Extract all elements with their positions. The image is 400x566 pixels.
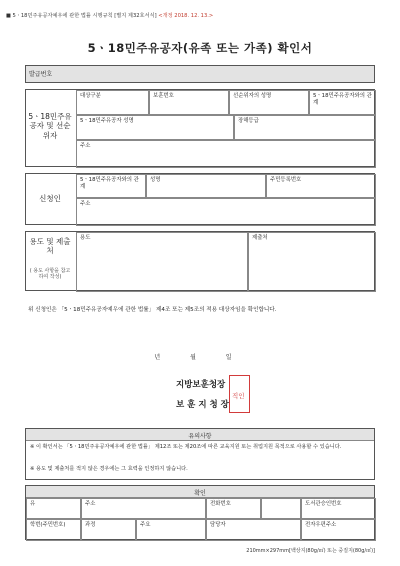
confirm-cell-r1c4[interactable] (261, 498, 301, 519)
purpose-section-label: 용도 및 제출처 (29, 237, 71, 256)
confirm-label: 전화번호 (210, 501, 231, 507)
notes-header: 유의사항 (188, 433, 212, 440)
confirm-cell-r1c3[interactable] (206, 498, 261, 519)
confirm-cell-r2c2[interactable] (81, 519, 136, 541)
issue-date-line: 년 월 일 (154, 354, 246, 361)
merit-name-field[interactable] (76, 115, 234, 140)
merit-name-label: 5ㆍ18민주유공자 성명 (80, 118, 134, 124)
note-item-2: ※ 용도 및 제출처를 적지 않은 경우에는 그 효력을 인정하지 않습니다. (30, 466, 188, 472)
confirm-label: 담당자 (210, 522, 226, 528)
disability-grade-label: 장해등급 (238, 118, 259, 124)
note-item-1: ※ 이 확인서는 「5ㆍ18민주유공자예우에 관한 법률」 제12조 또는 제20조에 따른 교육지원 또는 취업지원 목적으로 사용할 수 있습니다. (30, 444, 342, 450)
relation-field[interactable] (309, 90, 376, 115)
confirm-label: 학번(주민번호) (30, 522, 66, 528)
applicant-id-field[interactable] (266, 174, 376, 198)
merit-address-field[interactable] (76, 140, 376, 168)
issuer-regional-office: 지방보훈청장 (176, 380, 226, 390)
disability-grade-field[interactable] (234, 115, 376, 140)
confirm-cell-r1c1[interactable] (26, 498, 81, 519)
issue-number-row (25, 65, 375, 83)
seal-label: 직인 (232, 392, 245, 400)
purpose-field[interactable] (76, 232, 248, 292)
merit-section-label: 5ㆍ18민주유공자 및 선순위자 (28, 112, 72, 140)
confirm-label: 도서관승인번호 (305, 501, 342, 507)
purpose-section (25, 231, 375, 291)
merit-address-label: 주소 (80, 143, 91, 149)
confirm-cell-r1c5[interactable] (301, 498, 376, 519)
destination-field[interactable] (248, 232, 376, 292)
applicant-relation-label: 5ㆍ18민주유공자와의 관계 (80, 177, 139, 190)
revision-date: <개정 2018. 12. 13.> (158, 13, 214, 19)
applicant-name-field[interactable] (146, 174, 266, 198)
issue-number-label: 발급번호 (29, 71, 53, 78)
confirm-cell-r2c4[interactable] (206, 519, 301, 541)
notes-section (25, 428, 375, 480)
target-type-field[interactable] (76, 90, 149, 115)
confirm-label: 전자우편주소 (305, 522, 337, 528)
issuer-branch-office: 보 훈 지 청 장 (176, 400, 229, 410)
relation-label: 5ㆍ18민주유공자와의 관계 (313, 93, 372, 106)
confirm-label: 주요 (140, 522, 151, 528)
applicant-address-field[interactable] (76, 198, 376, 226)
confirm-cell-r1c2[interactable] (81, 498, 206, 519)
notes-header-bar (26, 429, 374, 441)
confirm-cell-r2c3[interactable] (136, 519, 206, 541)
confirmation-section (25, 485, 375, 540)
confirmation-statement: 위 신청인은 「5ㆍ18민주유공자예우에 관한 법률」 제4조 또는 제5조의 적용 대상자임을 확인합니다. (28, 307, 277, 313)
confirmation-header: 확인 (194, 490, 206, 497)
applicant-section (25, 173, 375, 225)
applicant-name-label: 성명 (150, 177, 161, 183)
confirmation-header-bar (26, 486, 374, 498)
veteran-number-label: 보훈번호 (153, 93, 174, 99)
paper-spec-footer: 210mm×297mm[백상지(80g/㎡) 또는 중질지(80g/㎡)] (246, 548, 375, 554)
target-type-label: 대상구분 (80, 93, 101, 99)
confirm-label: 과정 (85, 522, 96, 528)
official-seal-box (229, 375, 250, 413)
form-reference: ■ 5ㆍ18민주유공자예우에 관한 법률 시행규칙 [별지 제32호서식] (6, 13, 157, 19)
applicant-id-label: 주민등록번호 (270, 177, 302, 183)
purpose-label: 용도 (80, 235, 91, 241)
purpose-sub-note: ( 용도 사항을 참고하여 작성) (29, 268, 71, 281)
form-reference-header (6, 12, 213, 19)
confirm-label: 유 (30, 501, 36, 507)
senior-name-field[interactable] (229, 90, 309, 115)
applicant-relation-field[interactable] (76, 174, 146, 198)
destination-label: 제출처 (252, 235, 268, 241)
document-title: 5ㆍ18민주유공자(유족 또는 가족) 확인서 (87, 41, 313, 55)
confirm-label: 주소 (85, 501, 96, 507)
senior-name-label: 선순위자의 성명 (233, 93, 272, 99)
confirm-cell-r2c5[interactable] (301, 519, 376, 541)
merit-section (25, 89, 375, 167)
applicant-address-label: 주소 (80, 201, 91, 207)
veteran-number-field[interactable] (149, 90, 229, 115)
confirm-cell-r2c1[interactable] (26, 519, 81, 541)
applicant-section-label: 신청인 (39, 194, 61, 203)
